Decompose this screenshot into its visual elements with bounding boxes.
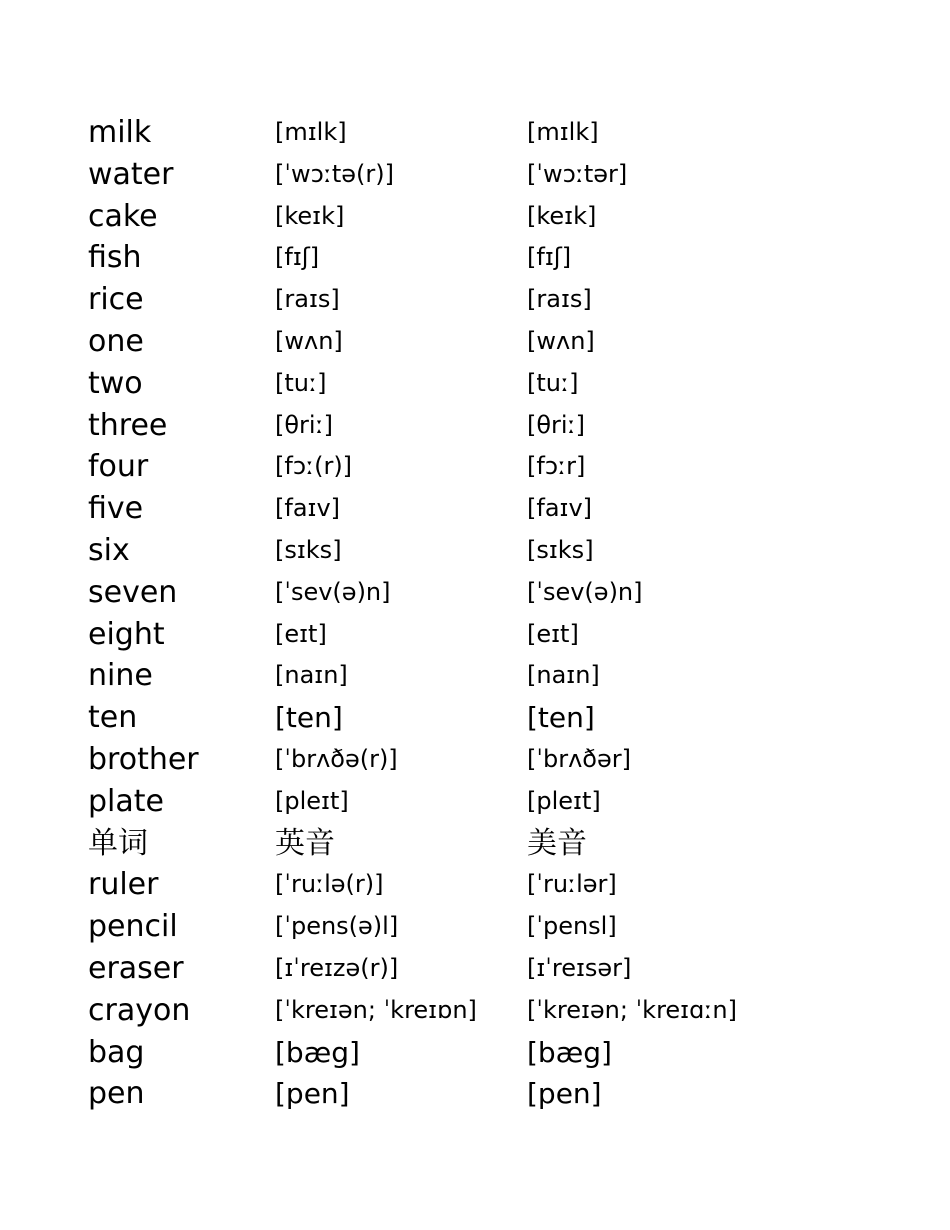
uk-phonetic-cell: [sɪks] [275,535,342,564]
word-cell: eight [88,616,165,652]
uk-phonetic-cell: [eɪt] [275,619,327,648]
us-phonetic-cell: [ɪˈreɪsər] [527,953,632,982]
us-phonetic-cell: [pleɪt] [527,786,601,815]
word-cell: two [88,365,143,401]
word-cell: nine [88,658,153,694]
us-phonetic-cell: [fɔːr] [527,452,586,481]
us-phonetic-cell: [ten] [527,701,595,735]
us-phonetic-cell: [ˈsev(ə)n] [527,577,643,606]
us-phonetic-cell: [ˈbrʌðər] [527,744,631,773]
us-phonetic-cell: [ˈkreɪən; ˈkreɪɑːn] [527,995,737,1024]
us-phonetic-cell: [sɪks] [527,535,594,564]
word-cell: three [88,407,168,443]
uk-phonetic-cell: [tuː] [275,368,327,397]
word-cell: brother [88,741,199,777]
word-cell: cake [88,198,158,234]
table-row [88,614,848,656]
table-row [88,363,848,405]
us-phonetic-cell: [wʌn] [527,326,595,355]
uk-phonetic-cell: [wʌn] [275,326,343,355]
word-cell: pen [88,1076,145,1112]
word-cell: ruler [88,867,159,903]
table-row [88,655,848,697]
table-row [88,572,848,614]
uk-phonetic-cell: [raɪs] [275,285,340,314]
uk-phonetic-cell: [mɪlk] [275,118,347,146]
uk-phonetic-cell: [ˈruːlə(r)] [275,870,384,899]
column-header-row [88,823,848,865]
uk-phonetic-cell: [fɔː(r)] [275,452,353,481]
word-cell: plate [88,783,164,819]
table-row [88,948,848,990]
table-row [88,530,848,572]
us-phonetic-cell: [eɪt] [527,619,579,648]
table-row [88,405,848,447]
table-row [88,154,848,196]
uk-phonetic-cell: [ˈsev(ə)n] [275,577,391,606]
table-row [88,990,848,1032]
uk-phonetic-cell: [ˈbrʌðə(r)] [275,744,398,773]
word-cell: bag [88,1034,145,1070]
uk-phonetic-cell: [ˈpens(ə)l] [275,912,399,941]
uk-phonetic-cell: [faɪv] [275,494,341,523]
uk-phonetic-cell: [ˈwɔːtə(r)] [275,159,394,188]
word-cell: crayon [88,992,191,1028]
uk-phonetic-cell: [ˈkreɪən; ˈkreɪɒn] [275,995,477,1024]
table-row [88,488,848,530]
word-cell: pencil [88,909,178,945]
us-phonetic-cell: [θriː] [527,410,586,439]
uk-phonetic-cell: [ɪˈreɪzə(r)] [275,953,399,982]
us-phonetic-cell: [ˈruːlər] [527,870,617,899]
table-row [88,697,848,739]
us-phonetic-cell: [raɪs] [527,285,592,314]
table-row [88,446,848,488]
us-phonetic-cell: [fɪʃ] [527,243,572,272]
us-phonetic-cell: [tuː] [527,368,579,397]
table-row [88,112,848,154]
uk-column-header: 英音 [275,825,335,861]
table-row [88,1073,848,1115]
vocabulary-table [88,112,848,1115]
us-phonetic-cell: [ˈwɔːtər] [527,159,628,188]
us-column-header: 美音 [527,825,587,861]
us-phonetic-cell: [naɪn] [527,661,600,690]
word-cell: fish [88,240,142,276]
table-row [88,279,848,321]
word-cell: ten [88,700,138,736]
uk-phonetic-cell: [ten] [275,701,343,735]
word-cell: eraser [88,950,184,986]
word-cell: milk [88,115,152,150]
uk-phonetic-cell: [naɪn] [275,661,348,690]
table-row [88,321,848,363]
uk-phonetic-cell: [θriː] [275,410,334,439]
table-row [88,237,848,279]
uk-phonetic-cell: [bæg] [275,1035,360,1069]
word-cell: water [88,156,174,192]
table-row [88,906,848,948]
table-row [88,781,848,823]
us-phonetic-cell: [pen] [527,1077,602,1111]
word-cell: six [88,532,130,568]
uk-phonetic-cell: [pen] [275,1077,350,1111]
word-cell: rice [88,282,144,318]
word-cell: seven [88,574,178,610]
us-phonetic-cell: [mɪlk] [527,118,599,146]
table-row [88,1032,848,1074]
us-phonetic-cell: [keɪk] [527,201,597,230]
us-phonetic-cell: [bæg] [527,1035,612,1069]
word-cell: four [88,449,149,485]
uk-phonetic-cell: [pleɪt] [275,786,349,815]
us-phonetic-cell: [ˈpensl] [527,912,617,941]
table-row [88,196,848,238]
table-row [88,864,848,906]
uk-phonetic-cell: [fɪʃ] [275,243,320,272]
word-cell: five [88,491,144,527]
word-cell: one [88,323,144,359]
word-column-header: 单词 [88,825,148,861]
uk-phonetic-cell: [keɪk] [275,201,345,230]
us-phonetic-cell: [faɪv] [527,494,593,523]
table-row [88,739,848,781]
